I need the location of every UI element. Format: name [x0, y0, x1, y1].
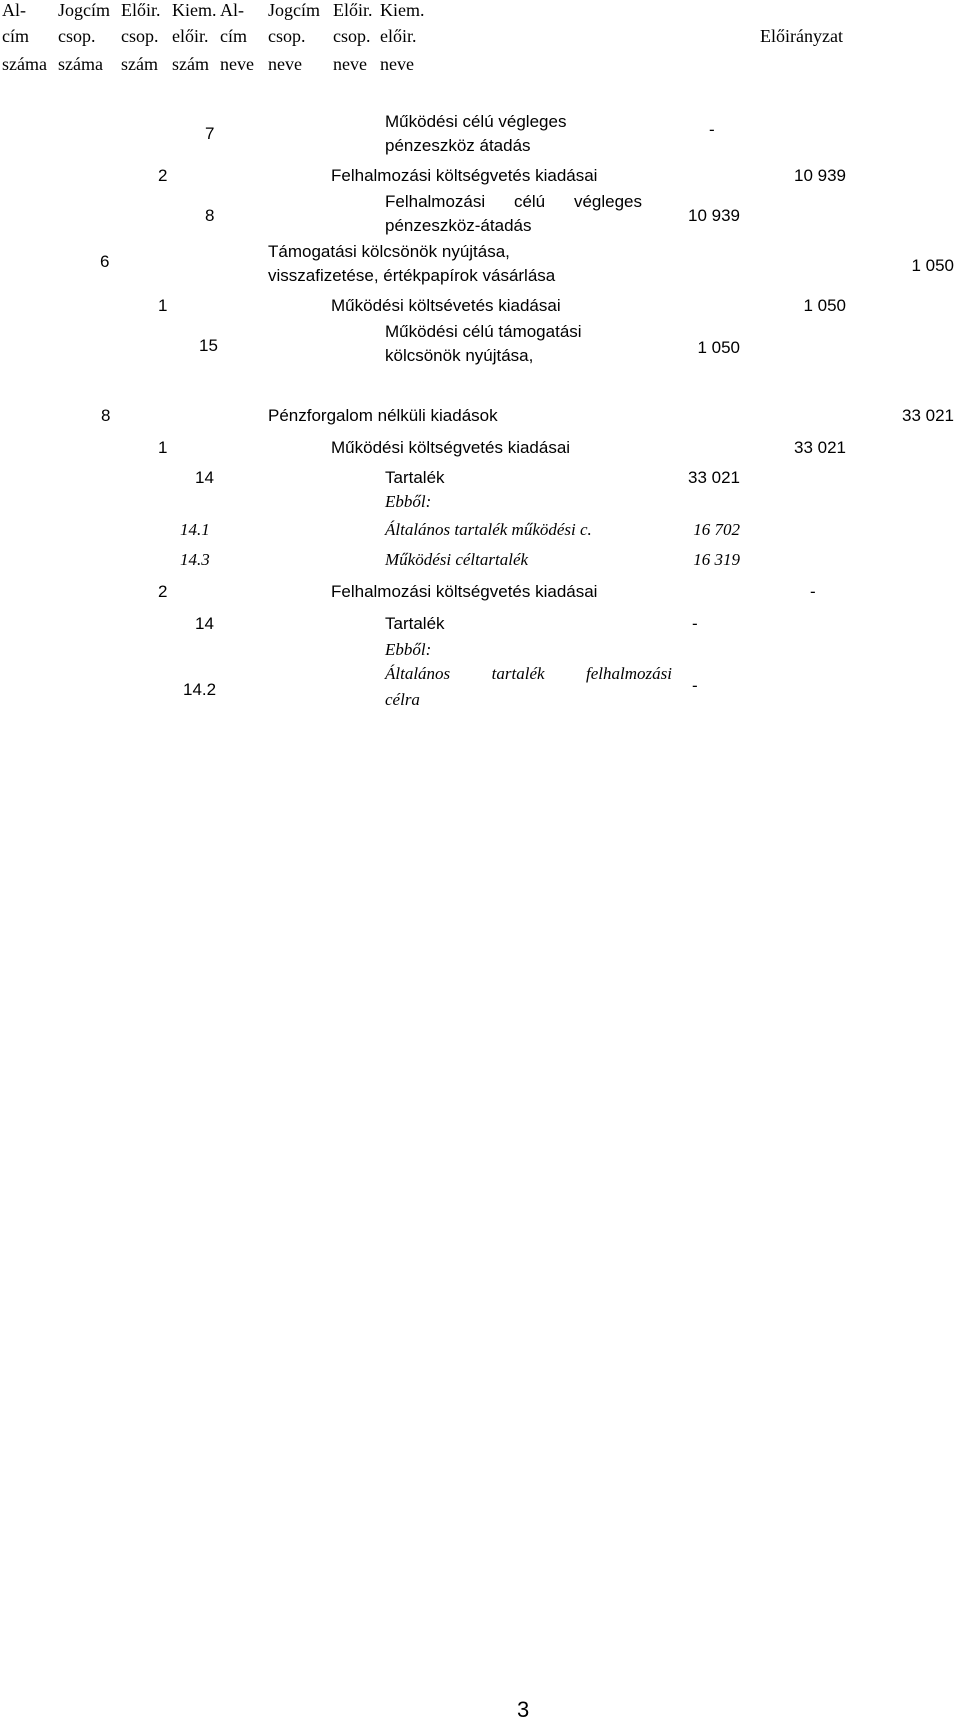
row-text-word: Felhalmozási — [385, 192, 486, 211]
row-text: visszafizetése, értékpapírok vásárlása — [268, 266, 556, 285]
row-text: pénzeszköz átadás — [385, 136, 531, 155]
row-text: kölcsönök nyújtása, — [385, 346, 534, 365]
row-number: 14 — [195, 614, 214, 633]
row-value: - — [810, 582, 816, 601]
header-cell: cím — [220, 26, 247, 46]
row-text: Működési költségvetés kiadásai — [331, 438, 571, 457]
row-value: 16 702 — [693, 520, 740, 539]
header-cell: Előir. — [121, 0, 161, 20]
header-cell: csop. — [58, 26, 96, 46]
header-cell: cím — [2, 26, 29, 46]
row-text: Tartalék — [385, 468, 445, 487]
row-text: célra — [385, 690, 420, 709]
row-subnote: Ebből: — [385, 492, 432, 511]
row-text-word: végleges — [573, 192, 642, 211]
row-value: 10 939 — [688, 206, 740, 225]
row-number: 1 — [158, 438, 168, 457]
header-cell: Előir. — [333, 0, 373, 20]
row-number: 2 — [158, 582, 168, 601]
header-cell: szám — [121, 54, 158, 74]
header-cell: Kiem. — [172, 0, 217, 20]
header-cell: előir. — [172, 26, 209, 46]
row-text: Működési célú támogatási — [385, 322, 582, 341]
row-number: 2 — [158, 166, 168, 185]
header-cell: Jogcím — [268, 0, 320, 20]
header-cell: száma — [58, 54, 103, 74]
row-value: 10 939 — [794, 166, 846, 185]
row-number: 14.2 — [183, 680, 217, 699]
row-text: Működési költsévetés kiadásai — [331, 296, 561, 315]
row-text-word: célú — [513, 192, 546, 211]
row-value: 1 050 — [911, 256, 954, 275]
header-cell: csop. — [121, 26, 159, 46]
header-cell: száma — [2, 54, 47, 74]
row-value: 33 021 — [794, 438, 846, 457]
row-text: Működési céltartalék — [385, 550, 529, 569]
row-value: 33 021 — [902, 406, 954, 425]
row-text-word: felhalmozási — [586, 664, 672, 683]
row-text: Tartalék — [385, 614, 445, 633]
row-number: 14.3 — [180, 550, 210, 569]
header-cell: Kiem. — [380, 0, 425, 20]
row-text: Pénzforgalom nélküli kiadások — [268, 406, 498, 425]
row-number: 15 — [199, 336, 218, 355]
header-cell: Al- — [220, 0, 244, 20]
row-number: 14 — [195, 468, 214, 487]
row-value: - — [692, 676, 698, 695]
row-value: 33 021 — [688, 468, 740, 487]
row-value: 1 050 — [803, 296, 846, 315]
row-text-word: tartalék — [491, 664, 545, 683]
header-eloiranyzat: Előirányzat — [760, 26, 843, 46]
header-cell: csop. — [268, 26, 306, 46]
row-text-justified — [385, 664, 672, 684]
row-number: 8 — [205, 206, 215, 225]
row-value: - — [709, 120, 715, 139]
row-text: Felhalmozási költségvetés kiadásai — [331, 166, 598, 185]
row-number: 8 — [101, 406, 111, 425]
header-cell: Jogcím — [58, 0, 110, 20]
row-text: Általános tartalék működési c. — [385, 520, 592, 539]
row-text-word: Általános — [385, 664, 451, 683]
row-number: 6 — [100, 252, 110, 271]
header-cell: előir. — [380, 26, 417, 46]
header-cell: neve — [268, 54, 302, 74]
row-number: 7 — [205, 124, 215, 143]
row-text: pénzeszköz-átadás — [385, 216, 532, 235]
header-cell: Al- — [2, 0, 26, 20]
row-text: Működési célú végleges — [385, 112, 567, 131]
header-cell: neve — [220, 54, 254, 74]
header-cell: csop. — [333, 26, 371, 46]
header-cell: szám — [172, 54, 209, 74]
row-number: 1 — [158, 296, 168, 315]
header-cell: neve — [380, 54, 414, 74]
row-value: - — [692, 614, 698, 633]
header-cell: neve — [333, 54, 367, 74]
page-number: 3 — [517, 1697, 530, 1722]
row-value: 1 050 — [697, 338, 740, 357]
row-text: Felhalmozási költségvetés kiadásai — [331, 582, 598, 601]
row-text: Támogatási kölcsönök nyújtása, — [268, 242, 510, 261]
row-value: 16 319 — [693, 550, 740, 569]
row-text-justified — [385, 192, 642, 212]
row-number: 14.1 — [180, 520, 210, 539]
row-subnote: Ebből: — [385, 640, 432, 659]
